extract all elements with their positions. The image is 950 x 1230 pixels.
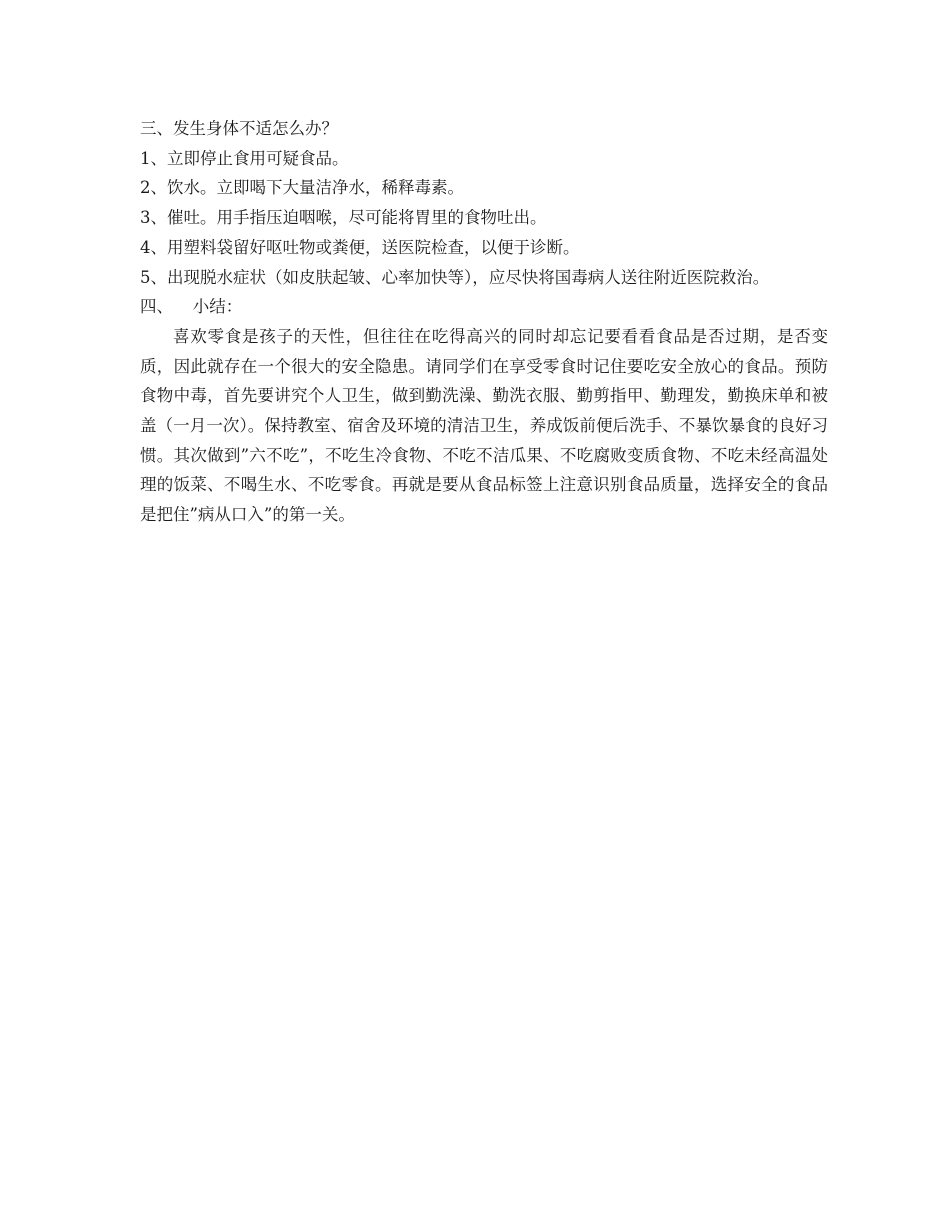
section-heading-4 (140, 292, 828, 322)
step-2: 2、饮水。立即喝下大量洁净水，稀释毒素。 (140, 178, 464, 198)
step-3: 3、催吐。用手指压迫咽喉，尽可能将胃里的食物吐出。 (140, 208, 547, 228)
step-1: 1、立即停止食用可疑食品。 (140, 148, 349, 168)
step-4: 4、用塑料袋留好呕吐物或粪便，送医院检查，以便于诊断。 (140, 237, 580, 257)
section-heading-3: 三、发生身体不适怎么办？ (140, 119, 338, 138)
summary-paragraph: 喜欢零食是孩子的天性，但往往在吃得高兴的同时却忘记要看看食品是否过期，是否变质，因此就存在一个很大的安全隐患。请同学们在享受零食时记住要吃安全放心的食品。预防食物中毒，首先要讲究个人卫生，做到勤洗澡、勤洗衣服、勤剪指甲、勤理发，勤换床单和被盖（一月一次）。保持教室、宿舍及环境的清洁卫生，养成饭前便后洗手、不暴饮暴食的良好习惯。其次做到”六不吃”，不吃生冷食物、不吃不洁瓜果、不吃腐败变质食物、不吃未经高温处理的饭菜、不喝生水、不吃零食。再就是要从食品标签上注意识别食品质量，选择安全的食品是把住”病从口入”的第一关。 (140, 326, 828, 525)
document-body (140, 114, 828, 530)
section-number-4: 四、 (140, 297, 173, 317)
step-5: 5、出现脱水症状（如皮肤起皱、心率加快等），应尽快将国毒病人送往附近医院救治。 (140, 267, 770, 287)
section-title-4: 小结： (192, 297, 243, 317)
